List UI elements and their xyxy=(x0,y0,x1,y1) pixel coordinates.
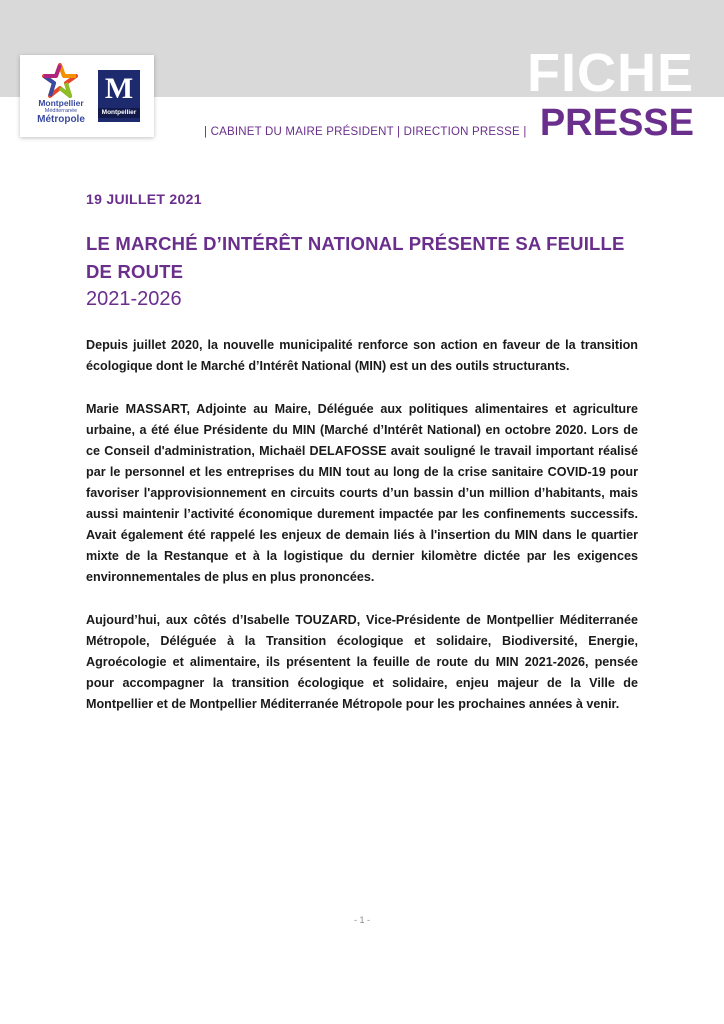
metropole-star-icon xyxy=(42,63,78,99)
fiche-heading: FICHE xyxy=(527,43,694,103)
document-title: LE MARCHÉ D’INTÉRÊT NATIONAL PRÉSENTE SA FEUILLE DE ROUTE xyxy=(86,233,625,282)
metropole-line2: Méditerranée xyxy=(44,107,78,114)
city-logo xyxy=(98,70,140,122)
body-text xyxy=(86,335,638,737)
presse-heading: PRESSE xyxy=(539,102,694,144)
paragraph: Depuis juillet 2020, la nouvelle municipalité renforce son action en faveur de la transition écologique dont le Marché d’Intérêt National (MIN) est un des outils structurants. xyxy=(86,338,638,373)
document-subtitle: 2021-2026 xyxy=(86,288,182,310)
metropole-logo xyxy=(28,63,94,129)
department-line: | CABINET DU MAIRE PRÉSIDENT | DIRECTION PRESSE | xyxy=(204,126,527,138)
city-logo-letter: M xyxy=(104,72,134,105)
logo-panel xyxy=(20,55,154,137)
release-date: 19 JUILLET 2021 xyxy=(86,191,202,207)
paragraph: Aujourd’hui, aux côtés d’Isabelle TOUZARD, Vice-Présidente de Montpellier Méditerranée Métropole, Déléguée à la Transition écologique et solidaire, Biodiversité, Energie, Agroécologie et alimentaire, ils présentent la feuille de route du MIN 2021-2026, pensée pour accompagner la transition écologique et solidaire, enjeu majeur de la Ville de Montpellier et de Montpellier Méditerranée Métropole pour les prochaines années à venir. xyxy=(86,613,638,711)
paragraph: Marie MASSART, Adjointe au Maire, Déléguée aux politiques alimentaires et agriculture urbaine, a été élue Présidente du MIN (Marché d’Intérêt National) en octobre 2020. Lors de ce Conseil d'administration, Michaël DELAFOSSE avait souligné le travail important réalisé par le personnel et les entreprises du MIN tout au long de la crise sanitaire COVID-19 pour favoriser l'approvisionnement en circuits courts d’un bassin d’un million d’habitants, mais aussi maintenir l’activité économique durement impactée par les confinements successifs. Avait également été rappelé les enjeux de demain liés à l'insertion du MIN dans le quartier mixte de la Restanque et à la logistique du dernier kilomètre dictée par les exigences environnementales de plus en plus prononcées. xyxy=(86,402,638,584)
city-logo-name: Montpellier xyxy=(98,108,140,118)
metropole-line3: Métropole xyxy=(37,114,85,125)
page-number: - 1 - xyxy=(353,915,370,925)
metropole-line1: Montpellier xyxy=(38,98,84,108)
metropole-wordmark xyxy=(28,99,94,125)
